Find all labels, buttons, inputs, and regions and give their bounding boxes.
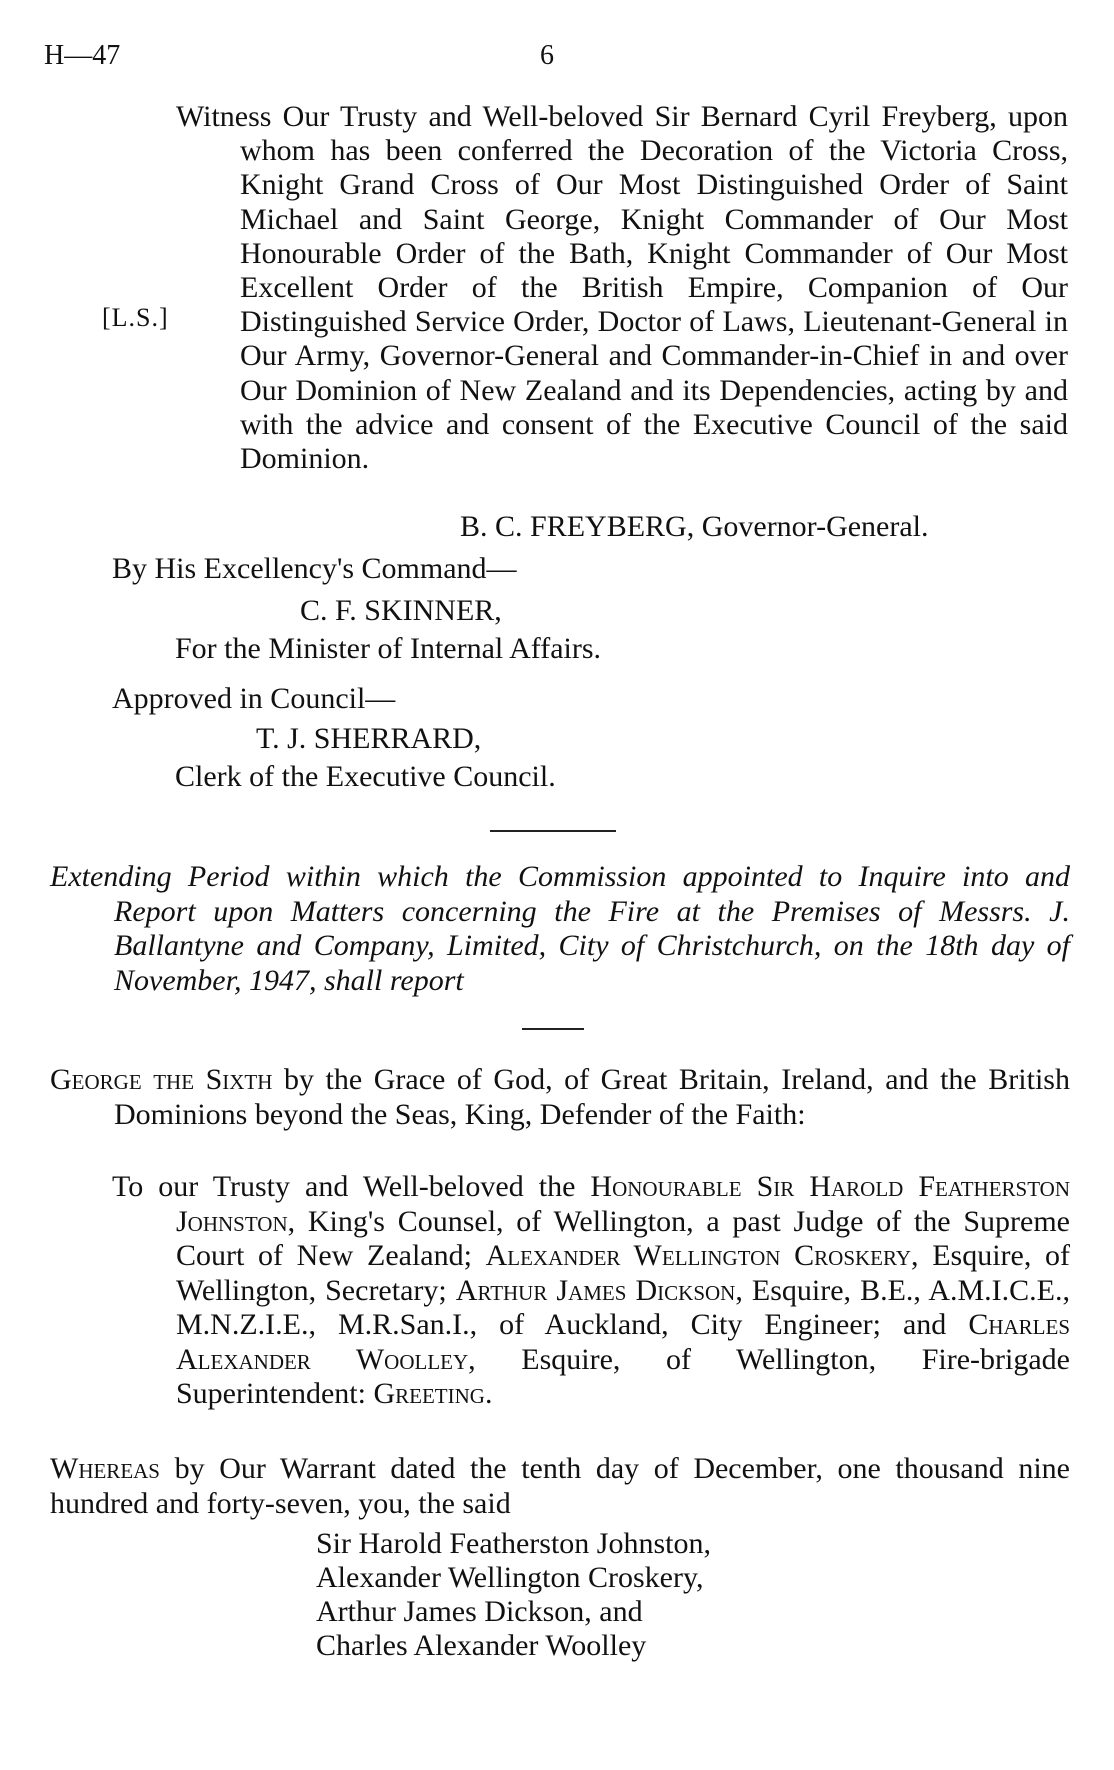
document-reference: H—47 [44,40,121,71]
command-intro: By His Excellency's Command— [112,552,517,585]
commissioner-name: Arthur James Dickson, and [316,1595,643,1628]
page-number: 6 [540,40,554,71]
royal-style-text: by the Grace of God, of Great Britain, Ireland, and the British Dominions beyond the Seas, King, Defender of the Faith: [114,1063,1070,1131]
sherrard-signature: T. J. SHERRARD, [256,722,482,755]
skinner-signature: C. F. SKINNER, [300,594,502,627]
minister-title: For the Minister of Internal Affairs. [175,632,602,665]
addressees-text: , King's Counsel, of Wellington, a past Judge of the Supreme Court of New Zealand; [176,1204,1070,1272]
addressees-paragraph [112,1170,1070,1412]
commissioner-name: Charles Alexander Woolley [316,1629,647,1662]
commissioner-name: Sir Harold Featherston Johnston, [316,1527,711,1560]
addressees-text: , Esquire, of Wellington, Secretary; [176,1239,1070,1307]
section-caption: Extending Period within which the Commission appointed to Inquire into and Report upon Matters concerning the Fire at the Premises of Messrs. J. Ballantyne and Company, Limited, City of Christchurch, on the 18th day of November, 1947, shall report [50,860,1070,997]
greeting: Greeting. [373,1377,493,1410]
addressee-dickson: Arthur James Dickson [455,1273,736,1307]
whereas-text: by Our Warrant dated the tenth day of December, one thousand nine hundred and forty-seven, you, the said [50,1452,1070,1520]
addressee-johnston: Honourable Sir Harold Featherston Johnston [176,1170,1070,1238]
commissioner-names [316,1527,711,1663]
addressee-croskery: Alexander Wellington Croskery [485,1239,912,1272]
section-divider [490,830,616,832]
commissioner-name: Alexander Wellington Croskery, [316,1561,704,1594]
royal-style-paragraph [50,1063,1070,1132]
approved-intro: Approved in Council— [112,682,396,715]
seal-mark: [L.S.] [102,303,169,332]
whereas-paragraph [50,1452,1070,1521]
witness-paragraph: Witness Our Trusty and Well-beloved Sir Bernard Cyril Freyberg, upon whom has been conferred the Decoration of the Victoria Cross, Knight Grand Cross of Our Most Distinguished Order of Saint Michael and Saint George, Knight Commander of Our Most Honourable Order of the Bath, Knight Commander of Our Most Excellent Order of the British Empire, Companion of Our Distinguished Service Order, Doctor of Laws, Lieutenant-General in Our Army, Governor-General and Commander-in-Chief in and over Our Dominion of New Zealand and its Dependencies, acting by and with the advice and consent of the Executive Council of the said Dominion. [176,100,1068,476]
addressee-woolley: Charles Alexander Woolley [176,1308,1070,1376]
clerk-title: Clerk of the Executive Council. [175,760,556,793]
caption-divider [522,1028,584,1030]
whereas-word: Whereas [50,1452,160,1485]
addressees-text: , Esquire, of Wellington, Fire-brigade Superintendent: [176,1342,1070,1410]
addressees-text: To our Trusty and Well-beloved the [112,1170,591,1203]
addressees-text: , Esquire, B.E., A.M.I.C.E., M.N.Z.I.E., M.R.San.I., of Auckland, City Engineer; and [176,1273,1070,1341]
governor-signature: B. C. FREYBERG, Governor-General. [460,510,929,543]
king-name: George the Sixth [50,1063,273,1096]
